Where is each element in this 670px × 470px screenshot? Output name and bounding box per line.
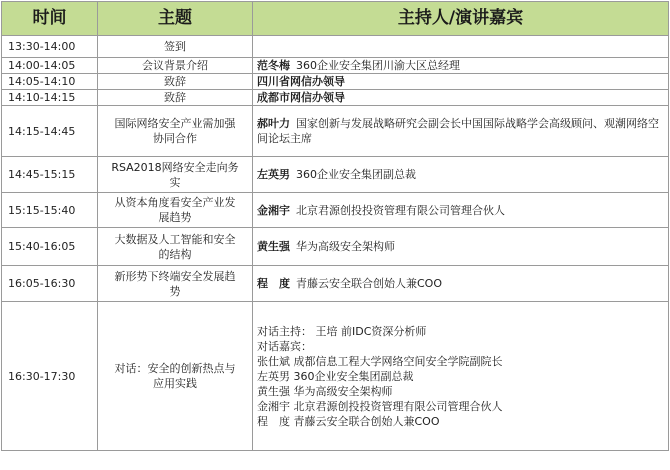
speaker-cell (253, 228, 669, 266)
time-cell: 14:00-14:05 (2, 58, 98, 74)
agenda-table (1, 1, 669, 451)
speaker-cell (253, 74, 669, 90)
topic-cell: 会议背景介绍 (98, 58, 253, 74)
speaker-name: 黄生强 (257, 240, 290, 253)
topic-cell: 致辞 (98, 74, 253, 90)
time-cell: 15:15-15:40 (2, 193, 98, 228)
time-cell: 14:10-14:15 (2, 90, 98, 106)
panel-cell (253, 302, 669, 451)
speaker-cell (253, 157, 669, 193)
speaker-desc: 国家创新与发展战略研究会副会长中国国际战略学会高级顾问、观潮网络空间论坛主席 (257, 117, 659, 145)
table-row (2, 228, 669, 266)
panel-line: 张仕斌 成都信息工程大学网络空间安全学院副院长 (257, 354, 503, 368)
speaker-desc: 360企业安全集团川渝大区总经理 (296, 59, 460, 72)
header-row (2, 2, 669, 36)
panel-line: 黄生强 华为高级安全架构师 (257, 384, 393, 398)
table-row (2, 74, 669, 90)
time-cell: 14:05-14:10 (2, 74, 98, 90)
speaker-name: 范冬梅 (257, 59, 290, 72)
speaker-cell (253, 90, 669, 106)
panel-line: 金湘宇 北京君源创投投资管理有限公司管理合伙人 (257, 399, 503, 413)
topic-cell: 新形势下终端安全发展趋势 (98, 266, 253, 302)
panel-line: 程 度 青藤云安全联合创始人兼COO (257, 414, 440, 428)
speaker-desc: 360企业安全集团副总裁 (296, 168, 416, 181)
speaker-name: 程 度 (257, 277, 290, 290)
speaker-cell (253, 58, 669, 74)
speaker-cell (253, 106, 669, 157)
speaker-name: 左英男 (257, 168, 290, 181)
time-cell: 15:40-16:05 (2, 228, 98, 266)
speaker-cell (253, 36, 669, 58)
speaker-cell (253, 266, 669, 302)
panel-line: 左英男 360企业安全集团副总裁 (257, 369, 414, 383)
panel-line: 对话嘉宾： (257, 339, 312, 353)
topic-cell: 对话：安全的创新热点与应用实践 (98, 302, 253, 451)
time-cell: 14:15-14:45 (2, 106, 98, 157)
topic-cell: 致辞 (98, 90, 253, 106)
speaker-cell (253, 193, 669, 228)
panel-line: 对话主持： 王培 前IDC资深分析师 (257, 324, 427, 338)
speaker-desc: 青藤云安全联合创始人兼COO (296, 277, 442, 290)
table-row (2, 157, 669, 193)
topic-cell: RSA2018网络安全走向务实 (98, 157, 253, 193)
table-row (2, 106, 669, 157)
time-cell: 14:45-15:15 (2, 157, 98, 193)
time-cell: 16:30-17:30 (2, 302, 98, 451)
table-row (2, 193, 669, 228)
header-time: 时间 (2, 2, 98, 36)
table-row (2, 302, 669, 451)
table-row (2, 90, 669, 106)
topic-cell: 大数据及人工智能和安全的结构 (98, 228, 253, 266)
table-row (2, 58, 669, 74)
table-row (2, 36, 669, 58)
table-row (2, 266, 669, 302)
speaker-name: 郝叶力 (257, 117, 290, 130)
speaker-desc: 成都市网信办领导 (257, 91, 345, 104)
time-cell: 16:05-16:30 (2, 266, 98, 302)
speaker-desc: 北京君源创投投资管理有限公司管理合伙人 (296, 203, 505, 217)
topic-cell: 从资本角度看安全产业发展趋势 (98, 193, 253, 228)
speaker-desc: 四川省网信办领导 (257, 75, 345, 88)
speaker-name: 金湘宇 (257, 203, 290, 217)
topic-cell: 签到 (98, 36, 253, 58)
speaker-desc: 华为高级安全架构师 (296, 240, 395, 253)
time-cell: 13:30-14:00 (2, 36, 98, 58)
topic-cell: 国际网络安全产业需加强协同合作 (98, 106, 253, 157)
header-topic: 主题 (98, 2, 253, 36)
header-speaker: 主持人/演讲嘉宾 (253, 2, 669, 36)
